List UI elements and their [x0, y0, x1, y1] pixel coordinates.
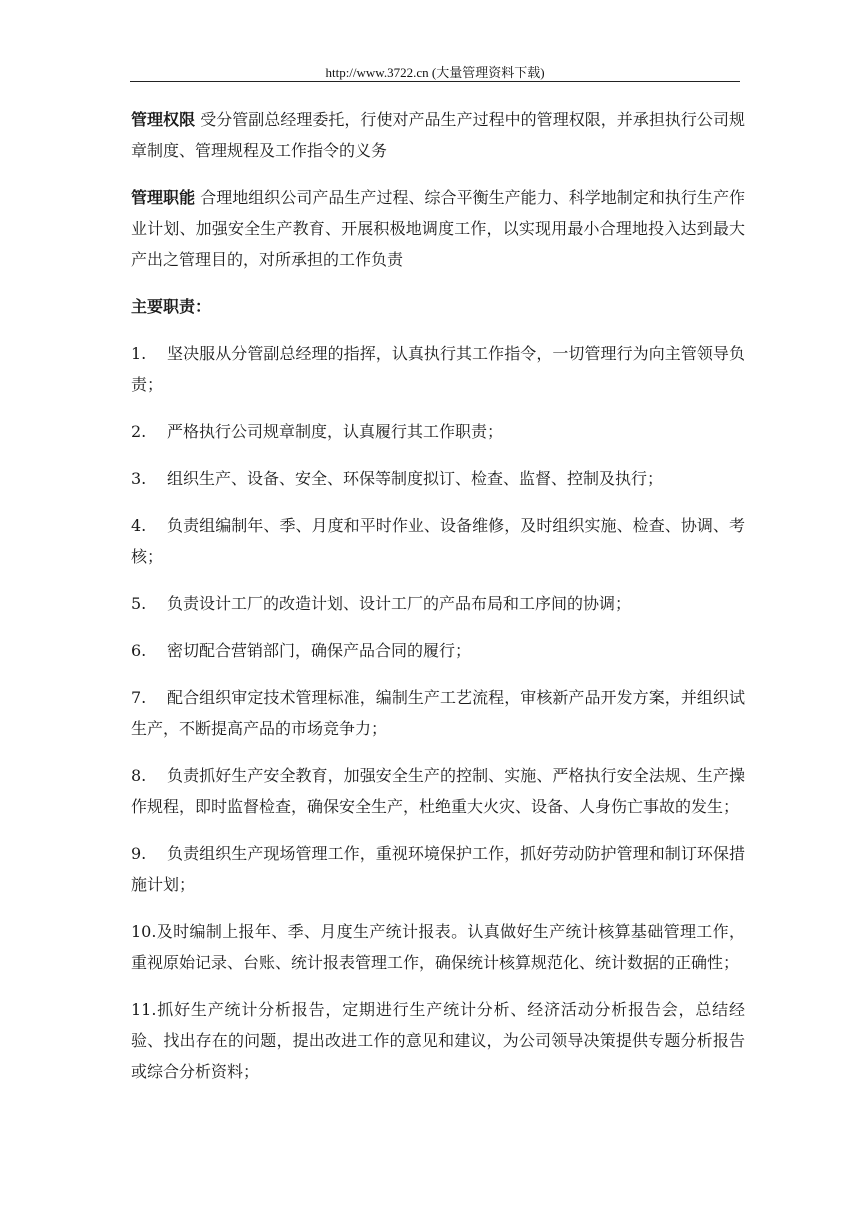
duty-number: 10.: [131, 922, 157, 941]
duty-text: 密切配合营销部门，确保产品合同的履行；: [167, 641, 472, 660]
page-header: http://www.3722.cn (大量管理资料下载): [325, 65, 545, 80]
duty-item-11: [131, 994, 745, 1087]
duty-number: 5.: [131, 594, 147, 613]
duty-text: 坚决服从分管副总经理的指挥，认真执行其工作指令，一切管理行为向主管领导负责；: [131, 344, 745, 394]
duty-number: 2.: [131, 422, 147, 441]
function-text: 合理地组织公司产品生产过程、综合平衡生产能力、科学地制定和执行生产作业计划、加强安全生产教育、开展积极地调度工作，以实现用最小合理地投入达到最大产出之管理目的，对所承担的工作负责: [131, 188, 745, 269]
duty-number: 3.: [131, 469, 147, 488]
duty-text: 负责抓好生产安全教育，加强安全生产的控制、实施、严格执行安全法规、生产操作规程，即时监督检查，确保安全生产，杜绝重大火灾、设备、人身伤亡事故的发生；: [131, 766, 745, 816]
authority-paragraph: [131, 104, 745, 166]
duty-text: 严格执行公司规章制度，认真履行其工作职责；: [167, 422, 504, 441]
duty-text: 负责组编制年、季、月度和平时作业、设备维修，及时组织实施、检查、协调、考核；: [131, 516, 745, 566]
duty-text: 负责设计工厂的改造计划、设计工厂的产品布局和工序间的协调；: [167, 594, 632, 613]
function-label: 管理职能: [131, 188, 196, 207]
duty-text: 负责组织生产现场管理工作，重视环境保护工作，抓好劳动防护管理和制订环保措施计划；: [131, 844, 745, 894]
duty-item-2: [131, 416, 745, 447]
duty-item-9: [131, 838, 745, 900]
duty-item-1: [131, 338, 745, 400]
duty-item-7: [131, 682, 745, 744]
duty-item-3: [131, 463, 745, 494]
duty-text: 配合组织审定技术管理标准，编制生产工艺流程，审核新产品开发方案，并组织试生产，不断提高产品的市场竞争力；: [131, 688, 745, 738]
duty-text: 抓好生产统计分析报告，定期进行生产统计分析、经济活动分析报告会，总结经验、找出存在的问题，提出改进工作的意见和建议，为公司领导决策提供专题分析报告或综合分析资料；: [131, 1000, 745, 1081]
duty-number: 9.: [131, 844, 147, 863]
duty-text: 组织生产、设备、安全、环保等制度拟订、检查、监督、控制及执行；: [167, 469, 664, 488]
duties-heading: 主要职责：: [131, 297, 212, 316]
duty-number: 8.: [131, 766, 147, 785]
duty-number: 7.: [131, 688, 147, 707]
duty-number: 1.: [131, 344, 147, 363]
duty-number: 6.: [131, 641, 147, 660]
document-body: [131, 104, 745, 1087]
duty-number: 11.: [131, 1000, 157, 1019]
duty-item-6: [131, 635, 745, 666]
duty-item-8: [131, 760, 745, 822]
duty-text: 及时编制上报年、季、月度生产统计报表。认真做好生产统计核算基础管理工作，重视原始记录、台账、统计报表管理工作，确保统计核算规范化、统计数据的正确性；: [131, 922, 745, 972]
duty-item-4: [131, 510, 745, 572]
header-rule: [130, 81, 740, 82]
duty-item-10: [131, 916, 745, 978]
duty-item-5: [131, 588, 745, 619]
function-paragraph: [131, 182, 745, 275]
authority-label: 管理权限: [131, 110, 196, 129]
authority-text: 受分管副总经理委托，行使对产品生产过程中的管理权限，并承担执行公司规章制度、管理规程及工作指令的义务: [131, 110, 745, 160]
duty-number: 4.: [131, 516, 147, 535]
